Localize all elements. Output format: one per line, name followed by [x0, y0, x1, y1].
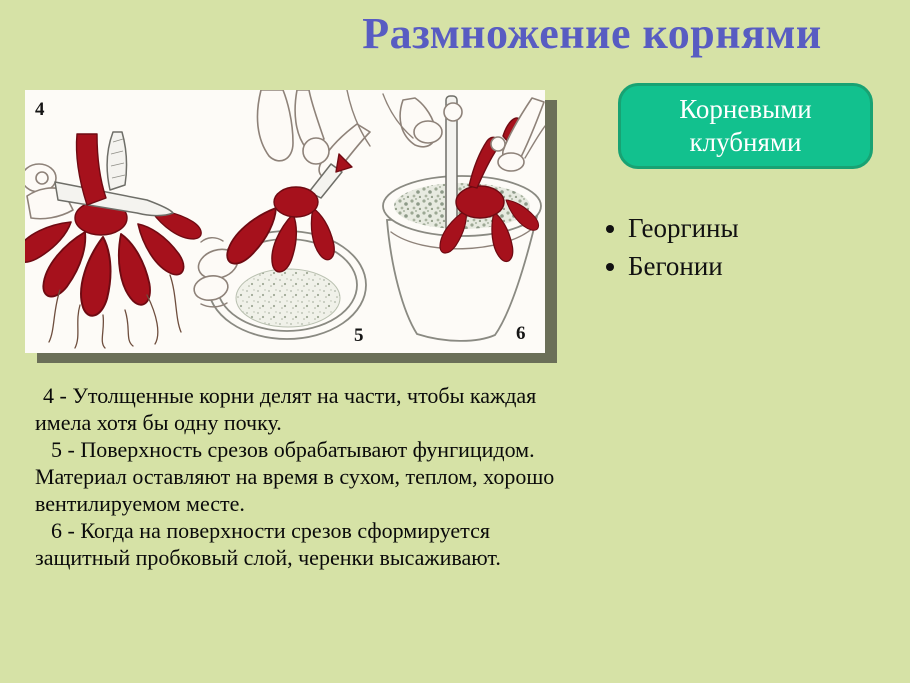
step4-description: 4 - Утолщенные корни делят на части, чтобы каждая имела хотя бы одну почку. [35, 383, 537, 435]
root-threads [49, 275, 181, 348]
root-tubers-badge [618, 83, 873, 169]
step6-label: 6 [516, 323, 526, 344]
dipping-hand-finger [257, 90, 293, 161]
list-item [606, 251, 739, 282]
bullet-dot [606, 225, 614, 233]
bullet-label-begonii: Бегонии [628, 251, 723, 281]
bullet-list [606, 213, 739, 289]
fungicide-powder [236, 269, 340, 327]
bullet-dot [606, 263, 614, 271]
figure-panel [25, 90, 545, 353]
knife-handle-bolt-center [36, 172, 48, 184]
page-title: Размножение корнями [362, 9, 822, 58]
step5-label: 5 [354, 325, 364, 346]
thumb [498, 153, 524, 171]
figure-step4-dividing-roots [25, 99, 205, 348]
step-description-text [35, 382, 578, 571]
fingertip-on-stick [444, 103, 462, 121]
step5-description: 5 - Поверхность срезов обрабатывают фунгицидом. Материал оставляют на время в сухом, теплом, хорошо вентилируемом месте. [35, 437, 555, 516]
figure-step5-fungicide-dip [192, 90, 370, 346]
bullet-label-georginy: Георгины [628, 213, 739, 243]
tuber-piece [274, 187, 318, 217]
step6-description: 6 - Когда на поверхности срезов сформируется защитный пробковый слой, черенки высаживают. [35, 518, 501, 570]
finger-ring [491, 137, 505, 151]
list-item [606, 213, 739, 244]
knuckle [303, 138, 329, 164]
figure-step6-planting [383, 94, 545, 344]
root-tubers-badge-label: Корневыми клубнями [679, 94, 812, 157]
knuckle [414, 121, 442, 143]
planted-tuber [456, 186, 504, 218]
step4-label: 4 [35, 99, 45, 120]
figure-illustration [25, 90, 545, 353]
